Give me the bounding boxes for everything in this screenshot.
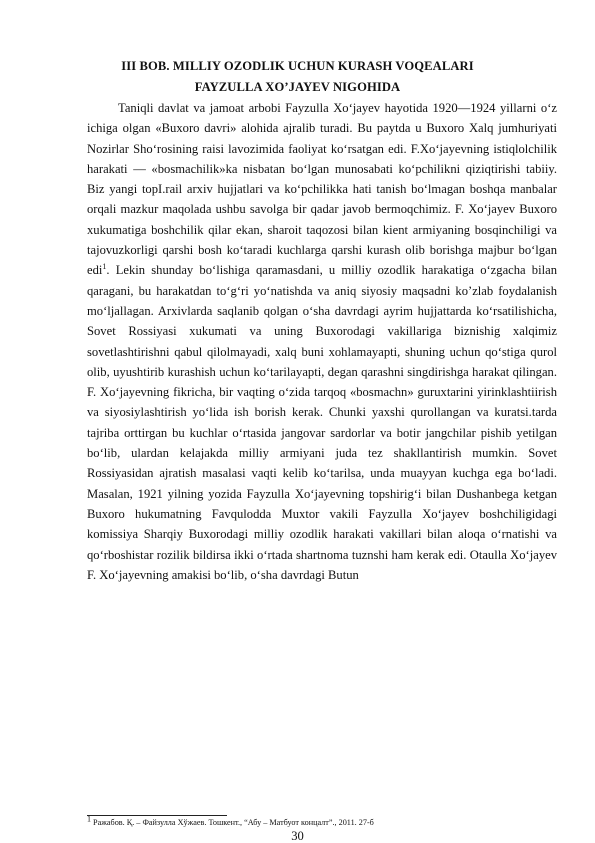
footnote-text: Ражабов. Қ. – Файзулла Хўжаев. Тошкент., “Абу – Матбуот концалт”., 2011. 27-б <box>91 818 374 827</box>
footnote-reference[interactable]: 1 <box>102 262 107 272</box>
body-text <box>87 98 557 585</box>
footnote <box>87 814 557 828</box>
paragraph-text-continued: . Lekin shunday bo‘lishiga qaramasdani, u milliy ozodlik harakatiga o‘zgacha bilan qaragani, bu harakatdan to‘g‘ri yo‘natishda va aniq siyosiy maqsadni ko’zlab foydalanish mo‘ljallagan. Arxivlarda saqlanib qolgan o‘sha davrdagi ayrim hujjattarda ko‘rsatilishicha, Sovet Rossiyasi xukumati va uning Buxorodagi vakillariga biznishig xalqimiz sovetlashtirishni qabul qilolmayadi, xalq buni xohlamayapti, shuning uchun qo‘stiga qurol olib, uyushtirib kurashish uchun ko‘tarilayapti, degan qarashni singdirishga harakat qilingan. F. Xo‘jayevning fikricha, bir vaqting o‘zida tarqoq «bosmachn» guruxtarini yirinklashtiirish va siyosiylashtirish yo‘lida ish borish kerak. Chunki yaxshi qurollangan va kuratsi.tarda tajriba orttirgan bu kuchlar o‘rtasida jangovar sardorlar va botir jangchilar pishib yetilgan bo‘lib, ulardan kelajakda milliy armiyani juda tez shakllantirish mumkin. Sovet Rossiyasidan ajratish masalasi vaqti kelib ko‘tarilsa, unda muayyan kuchga ega bo‘ladi. Masalan, 1921 yilning yozida Fayzulla Xo‘jayevning topshirig‘i bilan Dushanbega ketgan Buxoro hukumatning Favqulodda Muxtor vakili Fayzulla Xo‘jayev boshchiligidagi komissiya Sharqiy Buxorodagi milliy ozodlik harakati vakillari bilan aloqa o‘rnatishi va qo‘rboshistar rozilik bildirsa ikki o‘rtada shartnoma tuznshi ham kerak edi. Otaulla Xo‘jayev F. Xo‘jayevning amakisi bo‘lib, o‘sha davrdagi Butun <box>87 263 557 582</box>
paragraph-text: Taniqli davlat va jamoat arbobi Fayzulla Xo‘jayev hayotida 1920—1924 yillarni o‘z ichiga olgan «Buxoro davri» alohida ajralib turadi. Bu paytda u Buxoro Xalq jumhuriyati Nozirlar Sho‘rosining raisi lavozimida faoliyat ko‘rsatgan edi. F.Xo‘jayevning istiqlolchilik harakati — «bosmachilik»ka nisbatan bo‘lgan munosabati ko‘pchilikni qiziqtirishi tabiiy. Biz yangi topI.rail arxiv hujjatlari va ko‘pchilikka hati tanish bo‘lmagan boshqa manbalar orqali mazkur maqolada ushbu savolga bir qadar javob bermoqchimiz. F. Xo‘jayev Buxoro xukumatiga boshchilik qilar ekan, sharoit taqozosi bilan kient armiyaning bosqinchiligi va tajovuzkorligi qarshi bosh ko‘taradi kuchlarga qarshi kurash olib borishga majbur bo‘lgan edi <box>87 101 557 278</box>
chapter-title-line-2: FAYZULLA XO’JAYEV NIGOHIDA <box>194 80 401 94</box>
footnote-mark: 1 <box>87 814 91 824</box>
paragraph <box>87 98 557 585</box>
page-number: 30 <box>291 829 304 843</box>
footnote-separator <box>87 815 227 816</box>
chapter-title-line-1: III BOB. MILLIY OZODLIK UCHUN KURASH VOQEALARI <box>121 59 474 73</box>
